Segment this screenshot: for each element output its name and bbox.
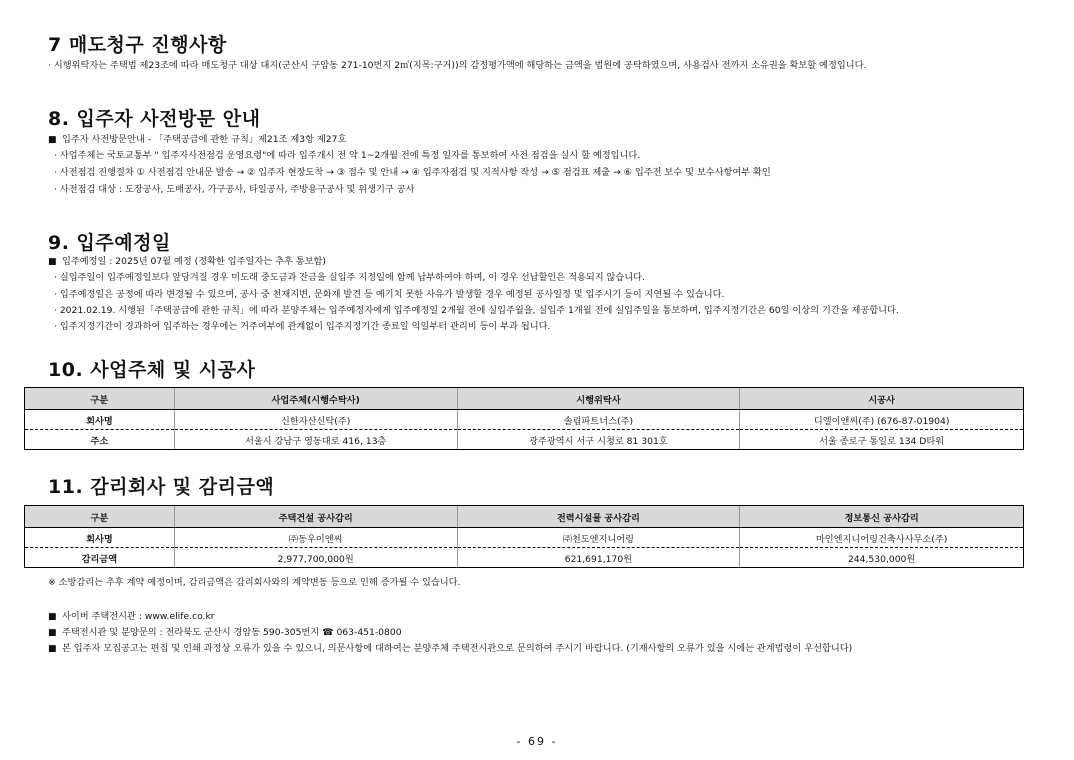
section-9-line: · 입주예정일은 공정에 따라 변경될 수 있으며, 공사 중 천재지변, 문화재 발견 등 예기치 못한 사유가 발생할 경우 예정된 공사일정 및 입주시기 등이 지연될 수 있습니다.: [54, 289, 725, 300]
section-8-line: ■ 입주자 사전방문안내 - 「주택공급에 관한 규칙」제21조 제3항 제27호: [48, 134, 346, 146]
page-number: - 69 -: [516, 735, 558, 748]
table-cell: ㈜동우이앤씨: [174, 528, 457, 548]
section-8-line: · 사업주체는 국토교통부 " 입주자사전점검 운영요령"에 따라 입주개시 전 약 1~2개월 전에 특정 일자를 통보하여 사전 점검을 실시 할 예정입니다.: [54, 150, 641, 161]
table-header: 시행위탁사: [457, 388, 740, 410]
section-8-heading: 8. 입주자 사전방문 안내: [48, 108, 261, 130]
section-9-line: · 2021.02.19. 시행된「주택공급에 관한 규칙」에 따라 분양주체는 입주예정자에게 입주예정일 2개월 전에 실입주월을, 실입주 1개월 전에 실입주일을 통보하며, 입주지정기간은 60일 이상의 기간을 제공합니다.: [54, 305, 899, 316]
section-9-heading: 9. 입주예정일: [48, 232, 171, 254]
table-cell: 주소: [25, 430, 175, 450]
table-row: [25, 528, 1024, 548]
table-header: 구분: [25, 506, 175, 528]
section-9-line: · 실입주일이 입주예정일보다 앞당겨질 경우 미도래 중도금과 잔금을 실입주 지정일에 함께 납부하여야 하며, 이 경우 선납할인은 적용되지 않습니다.: [54, 272, 645, 283]
table-header: 구분: [25, 388, 175, 410]
table-cell: 서울 종로구 통일로 134 D타워: [740, 430, 1024, 450]
table-cell: 회사명: [25, 410, 175, 430]
table-cell: 244,530,000원: [740, 548, 1024, 568]
footer-line: ■ 주택전시관 및 분양문의 : 전라북도 군산시 경암동 590-305번지 ☎ 063-451-0800: [48, 627, 402, 639]
table-header: 사업주체(시행수탁사): [174, 388, 457, 410]
table-header: 시공사: [740, 388, 1024, 410]
table-cell: 2,977,700,000원: [174, 548, 457, 568]
table-cell: 신한자산신탁(주): [174, 410, 457, 430]
section-7-text: · 시행위탁자는 주택법 제23조에 따라 매도청구 대상 대지(군산시 구암동 271-10번지 2㎡(지목:구거))의 감정평가액에 해당하는 금액을 법원에 공탁하였으며, 사용검사 전까지 소유권을 확보할 예정입니다.: [48, 60, 867, 71]
developer-table: [24, 387, 1024, 450]
table-header: 정보통신 공사감리: [740, 506, 1024, 528]
table-header: 전력시설물 공사감리: [457, 506, 740, 528]
table-row: [25, 548, 1024, 568]
table-cell: 솔림파트너스(주): [457, 410, 740, 430]
table-cell: 디엘이앤씨(주) (676-87-01904): [740, 410, 1024, 430]
table-row: [25, 410, 1024, 430]
table-cell: 회사명: [25, 528, 175, 548]
table-cell: ㈜천도엔지니어링: [457, 528, 740, 548]
supervision-note: ※ 소방감리는 추후 계약 예정이며, 감리금액은 감리회사와의 계약변동 등으로 인해 증가될 수 있습니다.: [48, 577, 461, 588]
table-cell: 마인엔지니어링건축사사무소(주): [740, 528, 1024, 548]
table-cell: 감리금액: [25, 548, 175, 568]
table-cell: 서울시 강남구 영동대로 416, 13층: [174, 430, 457, 450]
footer-line: ■ 사이버 주택전시관 : www.elife.co.kr: [48, 611, 215, 623]
supervision-table: [24, 505, 1024, 568]
section-7-heading: 7 매도청구 진행사항: [48, 34, 227, 56]
section-8-line: · 사전점검 진행절차 ① 사전점검 안내문 발송 → ② 입주자 현장도착 → ③ 접수 및 안내 → ④ 입주자점검 및 지적사항 작성 → ⑤ 점검표 제출 → ⑥ 입주전 보수 및 보수사항여부 확인: [54, 167, 771, 178]
section-10-heading: 10. 사업주체 및 시공사: [48, 359, 256, 381]
table-cell: 621,691,170원: [457, 548, 740, 568]
table-header: 주택건설 공사감리: [174, 506, 457, 528]
section-9-line: ■ 입주예정일 : 2025년 07월 예정 (정확한 입주일자는 추후 통보함): [48, 256, 326, 268]
section-11-heading: 11. 감리회사 및 감리금액: [48, 476, 275, 498]
table-cell: 광주광역시 서구 시청로 81 301호: [457, 430, 740, 450]
table-row: [25, 430, 1024, 450]
footer-line: ■ 본 입주자 모집공고는 편집 및 인쇄 과정상 오류가 있을 수 있으니, 의문사항에 대하여는 분양주체 주택전시관으로 문의하여 주시기 바랍니다. (기재사항의 오류가 있을 시에는 관계법령이 우선합니다): [48, 643, 852, 655]
section-8-line: · 사전점검 대상 : 도장공사, 도배공사, 가구공사, 타일공사, 주방용구공사 및 위생기구 공사: [54, 184, 415, 195]
section-9-line: · 입주지정기간이 경과하여 입주하는 경우에는 거주여부에 관계없이 입주지정기간 종료일 익일부터 관리비 등이 부과 됩니다.: [54, 321, 551, 332]
